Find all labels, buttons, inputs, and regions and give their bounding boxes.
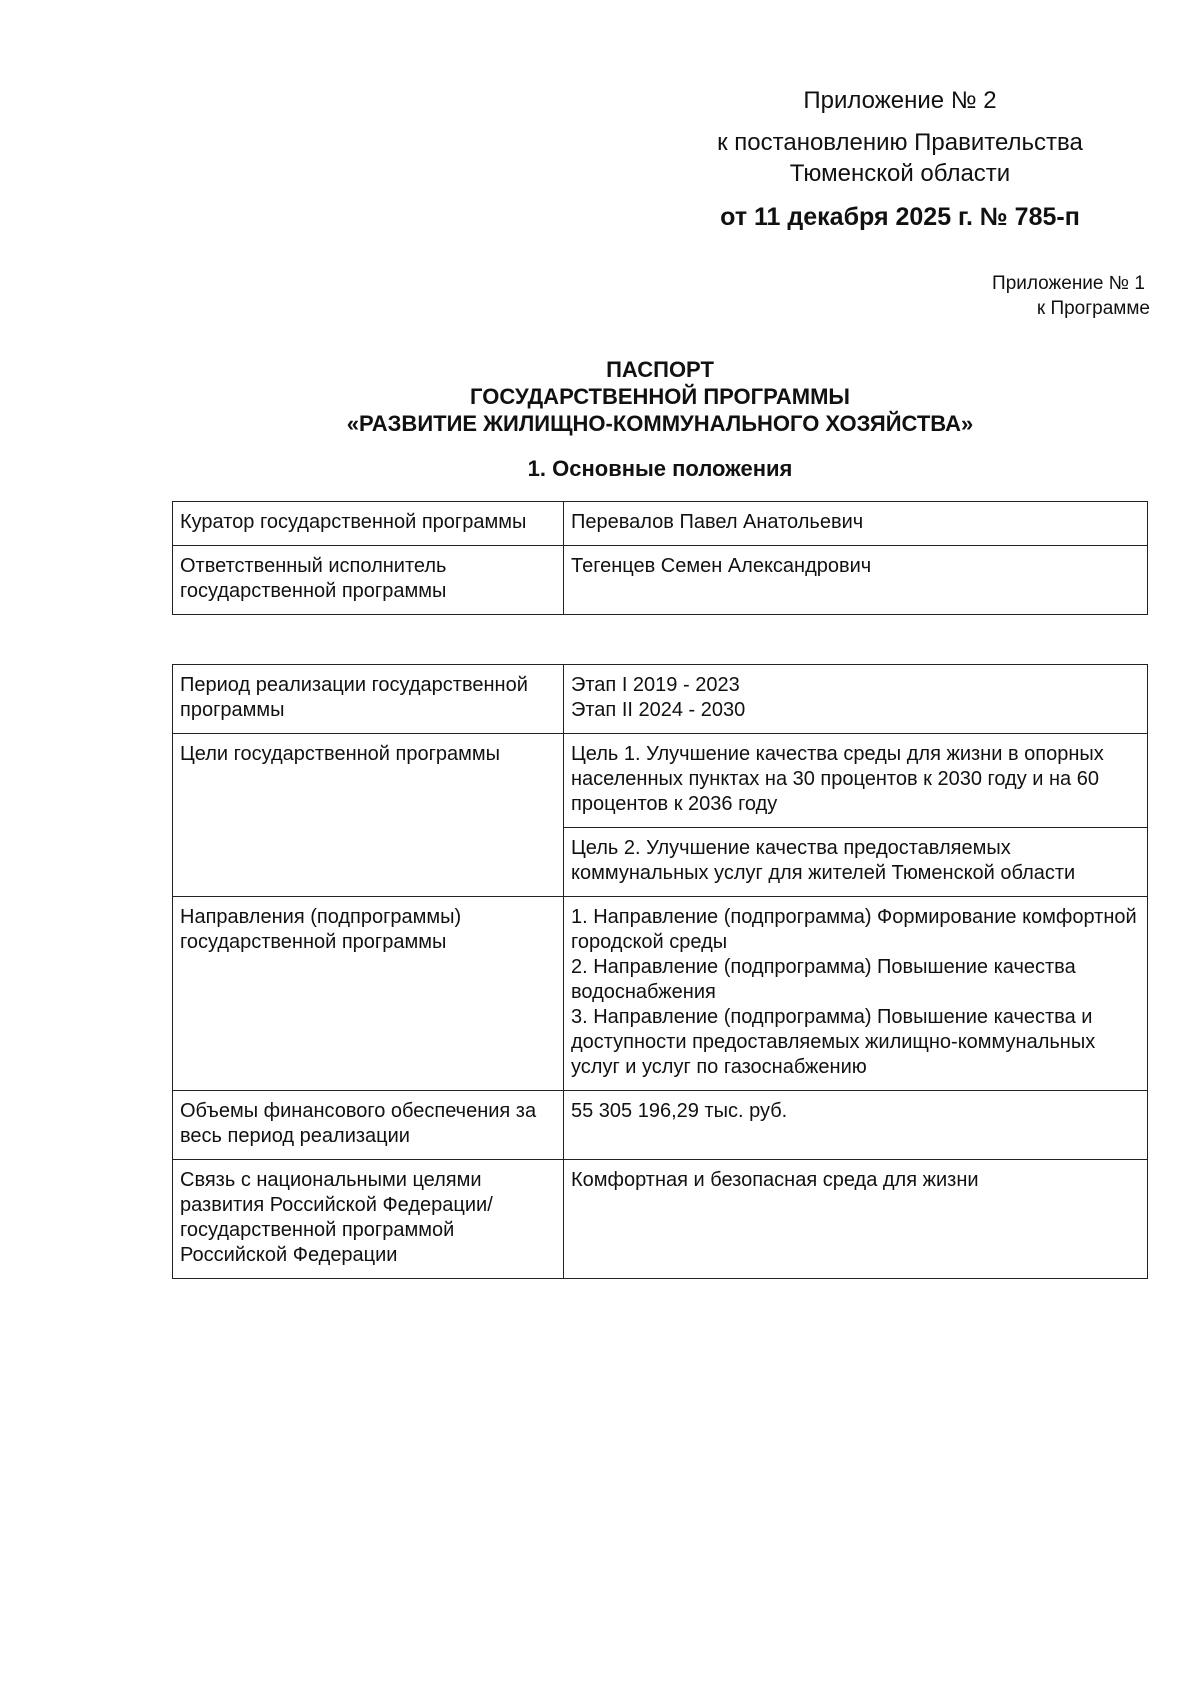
- document-title-line-2: ГОСУДАРСТВЕННОЙ ПРОГРАММЫ: [470, 384, 850, 409]
- sub-appendix-number: Приложение № 1: [992, 273, 1145, 294]
- directions-value: 1. Направление (подпрограмма) Формирование комфортной городской среды 2. Направление (подпрограмма) Повышение качества водоснабжения 3. Направление (подпрограмма) Повышение качества и доступности предоставляемых жилищно-коммунальных услуг и услуг по газоснабжению: [564, 897, 1148, 1091]
- goal-1-value: Цель 1. Улучшение качества среды для жизни в опорных населенных пунктах на 30 процентов к 2030 году и на 60 процентов к 2036 году: [564, 734, 1148, 828]
- decree-reference-line-1: к постановлению Правительства: [717, 129, 1083, 156]
- table-row-national-goals: [173, 1160, 1148, 1279]
- passport-table-main: [172, 664, 1148, 1279]
- table-row-executor: [173, 546, 1148, 615]
- period-label: Период реализации государственной программы: [173, 665, 564, 734]
- sub-appendix-reference: к Программе: [1036, 298, 1150, 319]
- table-row-goal-1: [173, 734, 1148, 828]
- national-goals-label: Связь с национальными целями развития Российской Федерации/ государственной программой Российской Федерации: [173, 1160, 564, 1279]
- passport-table-responsible: [172, 501, 1148, 615]
- executor-label: Ответственный исполнитель государственной программы: [173, 546, 564, 615]
- goal-2-value: Цель 2. Улучшение качества предоставляемых коммунальных услуг для жителей Тюменской области: [564, 828, 1148, 897]
- table-row-curator: [173, 502, 1148, 546]
- period-value: Этап I 2019 - 2023 Этап II 2024 - 2030: [564, 665, 1148, 734]
- curator-value: Перевалов Павел Анатольевич: [564, 502, 1148, 546]
- table-row-period: [173, 665, 1148, 734]
- curator-label: Куратор государственной программы: [173, 502, 564, 546]
- national-goals-value: Комфортная и безопасная среда для жизни: [564, 1160, 1148, 1279]
- directions-label: Направления (подпрограммы) государственной программы: [173, 897, 564, 1091]
- goals-label: Цели государственной программы: [173, 734, 564, 897]
- appendix-number: Приложение № 2: [803, 87, 997, 114]
- decree-reference-line-2: Тюменской области: [789, 160, 1011, 187]
- funding-value: 55 305 196,29 тыс. руб.: [564, 1091, 1148, 1160]
- funding-label: Объемы финансового обеспечения за весь период реализации: [173, 1091, 564, 1160]
- executor-value: Тегенцев Семен Александрович: [564, 546, 1148, 615]
- section-heading: 1. Основные положения: [527, 456, 793, 481]
- table-row-funding: [173, 1091, 1148, 1160]
- document-title-line-3: «РАЗВИТИЕ ЖИЛИЩНО-КОММУНАЛЬНОГО ХОЗЯЙСТВА»: [346, 411, 974, 436]
- document-title-line-1: ПАСПОРТ: [606, 357, 714, 382]
- decree-date: от 11 декабря 2025 г. № 785-п: [720, 203, 1080, 231]
- table-row-directions: [173, 897, 1148, 1091]
